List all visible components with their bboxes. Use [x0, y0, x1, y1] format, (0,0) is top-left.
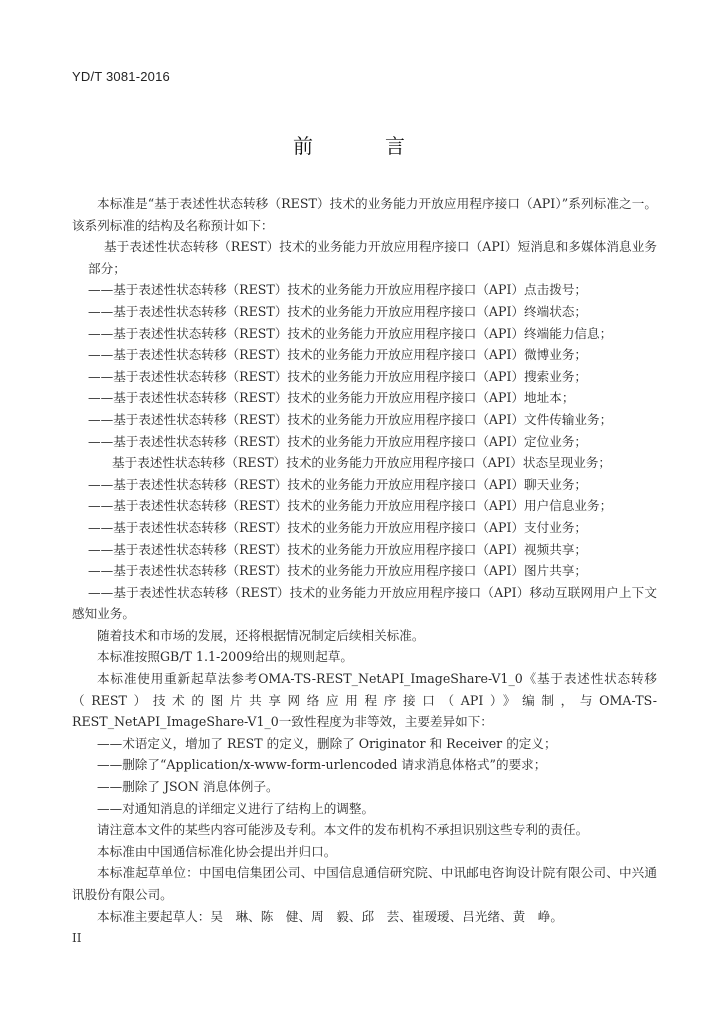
intro-paragraph: 本标准是“基于表述性状态转移（REST）技术的业务能力开放应用程序接口（API）”系列标准之一。该系列标准的结构及名称预计如下： [72, 196, 657, 233]
series-item-first: 基于表述性状态转移（REST）技术的业务能力开放应用程序接口（API）短消息和多媒体消息业务部分； [88, 239, 657, 276]
difference-item: ——删除了 JSON 消息体例子。 [97, 779, 279, 795]
patent-paragraph: 请注意本文件的某些内容可能涉及专利。本文件的发布机构不承担识别这些专利的责任。 [97, 822, 589, 838]
series-item: ——基于表述性状态转移（REST）技术的业务能力开放应用程序接口（API）点击拨号； [88, 282, 588, 298]
page-title: 前 言 [293, 134, 431, 158]
rules-paragraph: 本标准按照GB/T 1.1-2009给出的规则起草。 [97, 649, 354, 665]
drafting-units-paragraph: 本标准起草单位：中国电信集团公司、中国信息通信研究院、中讯邮电咨询设计院有限公司、中兴通讯股份有限公司。 [72, 865, 657, 902]
difference-item: ——术语定义，增加了 REST 的定义，删除了 Originator 和 Receiver 的定义； [97, 735, 557, 751]
series-item: ——基于表述性状态转移（REST）技术的业务能力开放应用程序接口（API）图片共享； [88, 563, 588, 579]
difference-item: ——删除了“Application/x-www-form-urlencoded 请求消息体格式”的要求； [97, 757, 547, 773]
page-number: II [72, 931, 82, 945]
series-item: ——基于表述性状态转移（REST）技术的业务能力开放应用程序接口（API）微博业务； [88, 347, 588, 363]
series-item: 基于表述性状态转移（REST）技术的业务能力开放应用程序接口（API）状态呈现业务； [112, 455, 612, 471]
drafters-paragraph: 本标准主要起草人：吴 琳、陈 健、周 毅、邱 芸、崔瑷瑷、吕光绪、黄 峥。 [97, 908, 563, 924]
foreword-body [72, 193, 657, 927]
series-item: ——基于表述性状态转移（REST）技术的业务能力开放应用程序接口（API）聊天业务； [88, 476, 588, 492]
series-item: ——基于表述性状态转移（REST）技术的业务能力开放应用程序接口（API）定位业务； [88, 433, 588, 449]
difference-item: ——对通知消息的详细定义进行了结构上的调整。 [97, 800, 375, 816]
series-item: ——基于表述性状态转移（REST）技术的业务能力开放应用程序接口（API）地址本； [88, 390, 575, 406]
proposer-paragraph: 本标准由中国通信标准化协会提出并归口。 [97, 843, 337, 859]
future-paragraph: 随着技术和市场的发展，还将根据情况制定后续相关标准。 [97, 627, 425, 643]
series-item: ——基于表述性状态转移（REST）技术的业务能力开放应用程序接口（API）用户信息业务； [88, 498, 613, 514]
series-item: ——基于表述性状态转移（REST）技术的业务能力开放应用程序接口（API）视频共享； [88, 541, 588, 557]
series-item: ——基于表述性状态转移（REST）技术的业务能力开放应用程序接口（API）搜索业务； [88, 368, 588, 384]
series-item-last: ——基于表述性状态转移（REST）技术的业务能力开放应用程序接口（API）移动互联网用户上下文感知业务。 [72, 584, 657, 622]
series-item: ——基于表述性状态转移（REST）技术的业务能力开放应用程序接口（API）终端能力信息； [88, 325, 613, 341]
series-item: ——基于表述性状态转移（REST）技术的业务能力开放应用程序接口（API）支付业务； [88, 519, 588, 535]
method-paragraph: 本标准使用重新起草法参考OMA-TS-REST_NetAPI_ImageShare-V1_0《基于表述性状态转移（REST）技术的图片共享网络应用程序接口（API）》编制，与OMA-TS-REST_NetAPI_ImageShare-V1_0一致性程度为非等效，主要差异如下： [72, 671, 657, 730]
series-item: ——基于表述性状态转移（REST）技术的业务能力开放应用程序接口（API）文件传输业务； [88, 411, 613, 427]
series-item: ——基于表述性状态转移（REST）技术的业务能力开放应用程序接口（API）终端状态； [88, 303, 588, 319]
standard-number: YD/T 3081-2016 [72, 69, 170, 84]
